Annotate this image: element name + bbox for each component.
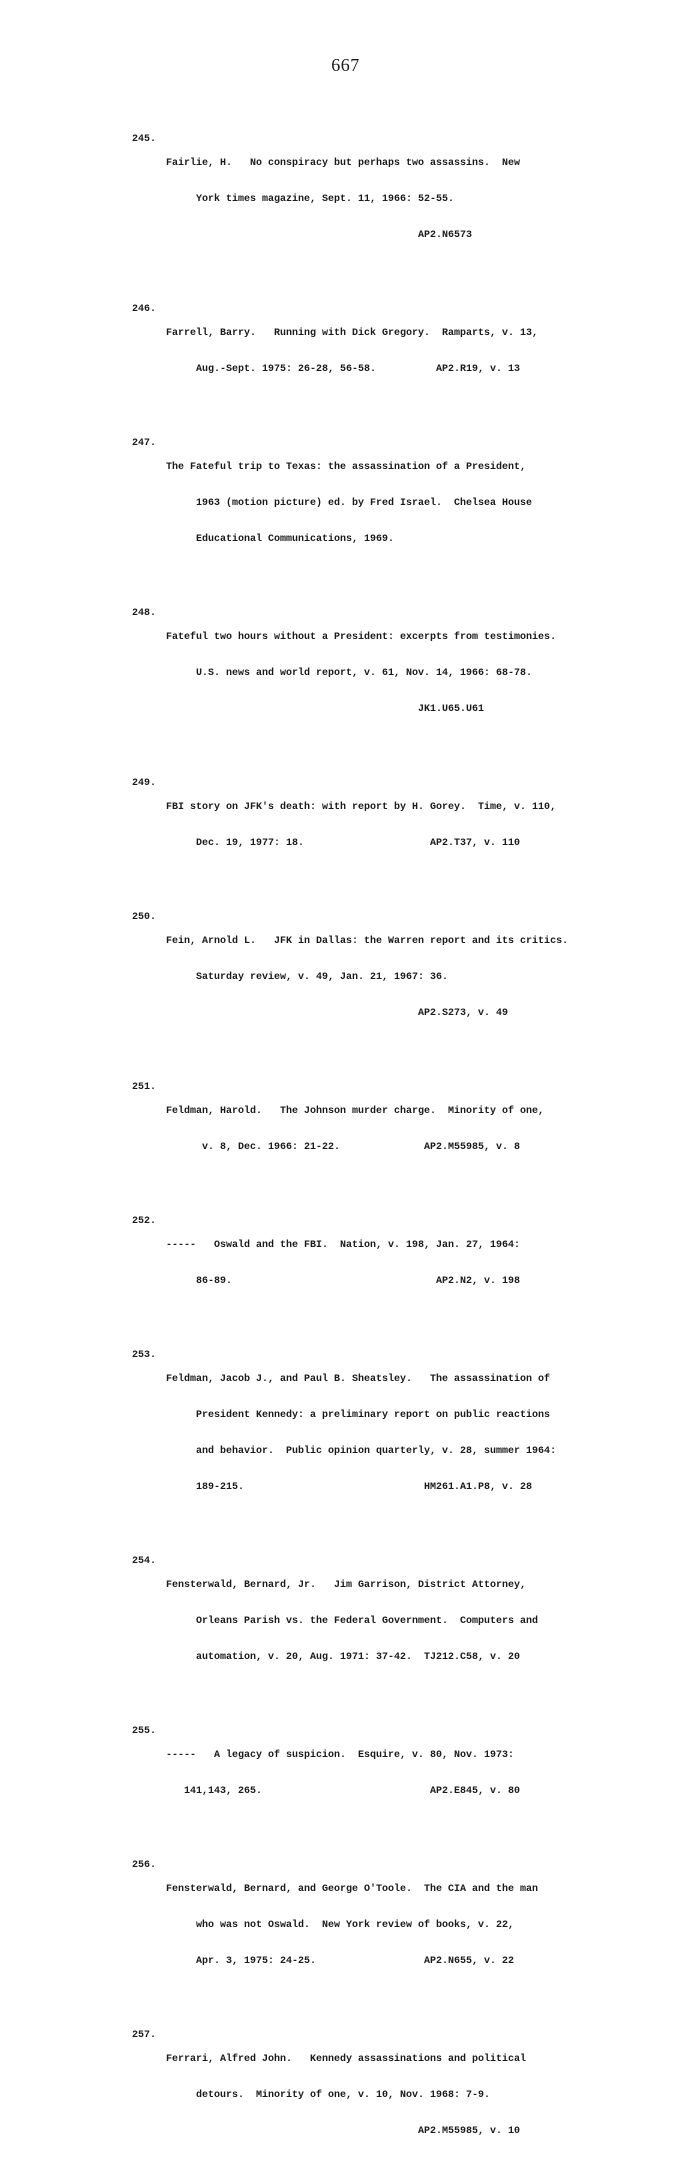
entry-line: ----- A legacy of suspicion. Esquire, v. 80, Nov. 1973: — [166, 1750, 515, 1761]
entry-text — [166, 1726, 672, 1822]
entry-number: 255. — [132, 1726, 157, 1737]
entry-text — [166, 1350, 672, 1518]
bibliography-entry — [132, 778, 672, 874]
entry-number: 248. — [132, 608, 157, 619]
page-number: 667 — [331, 55, 360, 75]
entry-number: 256. — [132, 1860, 157, 1871]
entry-line: Fateful two hours without a President: excerpts from testimonies. — [166, 632, 557, 643]
entry-line: automation, v. 20, Aug. 1971: 37-42. TJ212.C58, v. 20 — [166, 1652, 521, 1663]
entry-line: Fein, Arnold L. JFK in Dallas: the Warren report and its critics. — [166, 936, 569, 947]
entry-line: Feldman, Jacob J., and Paul B. Sheatsley. The assassination of — [166, 1374, 551, 1385]
entry-line: President Kennedy: a preliminary report on public reactions — [166, 1410, 551, 1421]
entry-line: 189-215. HM261.A1.P8, v. 28 — [166, 1482, 533, 1493]
entry-line: ----- Oswald and the FBI. Nation, v. 198, Jan. 27, 1964: — [166, 1240, 521, 1251]
entry-text — [166, 2030, 672, 2162]
bibliography-entry — [132, 1082, 672, 1178]
entry-line: JK1.U65.U61 — [166, 704, 485, 715]
entry-line: Ferrari, Alfred John. Kennedy assassinations and political — [166, 2054, 527, 2065]
entry-text — [166, 778, 672, 874]
entry-line: Orleans Parish vs. the Federal Government. Computers and — [166, 1616, 539, 1627]
entry-line: AP2.N6573 — [166, 230, 473, 241]
entry-line: Educational Communications, 1969. — [166, 534, 395, 545]
entry-line: Apr. 3, 1975: 24-25. AP2.N655, v. 22 — [166, 1956, 515, 1967]
entry-number: 252. — [132, 1216, 157, 1227]
entry-line: Aug.-Sept. 1975: 26-28, 56-58. AP2.R19, v. 13 — [166, 364, 521, 375]
entry-line: U.S. news and world report, v. 61, Nov. 14, 1966: 68-78. — [166, 668, 533, 679]
entry-line: who was not Oswald. New York review of books, v. 22, — [166, 1920, 515, 1931]
entry-line: detours. Minority of one, v. 10, Nov. 1968: 7-9. — [166, 2090, 491, 2101]
entry-line: AP2.S273, v. 49 — [166, 1008, 509, 1019]
entry-line: AP2.M55985, v. 10 — [166, 2126, 521, 2137]
bibliography-entry — [132, 1726, 672, 1822]
bibliography-entry — [132, 1216, 672, 1312]
entry-line: York times magazine, Sept. 11, 1966: 52-55. — [166, 194, 455, 205]
entry-number: 254. — [132, 1556, 157, 1567]
entry-number: 253. — [132, 1350, 157, 1361]
entry-text — [166, 304, 672, 400]
bibliography-entry — [132, 134, 672, 266]
entry-line: Fensterwald, Bernard, and George O'Toole. The CIA and the man — [166, 1884, 539, 1895]
entry-line: Dec. 19, 1977: 18. AP2.T37, v. 110 — [166, 838, 521, 849]
entry-number: 247. — [132, 438, 157, 449]
entry-line: Feldman, Harold. The Johnson murder charge. Minority of one, — [166, 1106, 545, 1117]
entry-line: Fensterwald, Bernard, Jr. Jim Garrison, District Attorney, — [166, 1580, 527, 1591]
entry-text — [166, 1216, 672, 1312]
bibliography-entry — [132, 2030, 672, 2162]
entry-line: 86-89. AP2.N2, v. 198 — [166, 1276, 521, 1287]
bibliography-entry — [132, 912, 672, 1044]
entry-text — [166, 608, 672, 740]
entry-line: FBI story on JFK's death: with report by H. Gorey. Time, v. 110, — [166, 802, 557, 813]
entry-text — [166, 1082, 672, 1178]
entry-text — [166, 912, 672, 1044]
entry-line: 141,143, 265. AP2.E845, v. 80 — [166, 1786, 521, 1797]
entry-line: Farrell, Barry. Running with Dick Gregory. Ramparts, v. 13, — [166, 328, 539, 339]
bibliography-entry — [132, 1556, 672, 1688]
entry-number: 251. — [132, 1082, 157, 1093]
bibliography-entry — [132, 438, 672, 570]
bibliography-entry — [132, 608, 672, 740]
bibliography-list — [132, 110, 672, 2162]
bibliography-entry — [132, 1860, 672, 1992]
bibliography-entry — [132, 1350, 672, 1518]
entry-number: 249. — [132, 778, 157, 789]
entry-line: Saturday review, v. 49, Jan. 21, 1967: 36. — [166, 972, 449, 983]
entry-number: 250. — [132, 912, 157, 923]
entry-text — [166, 134, 672, 266]
entry-number: 245. — [132, 134, 157, 145]
entry-text — [166, 1556, 672, 1688]
entry-number: 257. — [132, 2030, 157, 2041]
entry-line: The Fateful trip to Texas: the assassination of a President, — [166, 462, 527, 473]
entry-text — [166, 438, 672, 570]
entry-number: 246. — [132, 304, 157, 315]
entry-text — [166, 1860, 672, 1992]
entry-line: Fairlie, H. No conspiracy but perhaps two assassins. New — [166, 158, 521, 169]
entry-line: and behavior. Public opinion quarterly, v. 28, summer 1964: — [166, 1446, 557, 1457]
bibliography-entry — [132, 304, 672, 400]
entry-line: v. 8, Dec. 1966: 21-22. AP2.M55985, v. 8 — [166, 1142, 521, 1153]
entry-line: 1963 (motion picture) ed. by Fred Israel. Chelsea House — [166, 498, 533, 509]
